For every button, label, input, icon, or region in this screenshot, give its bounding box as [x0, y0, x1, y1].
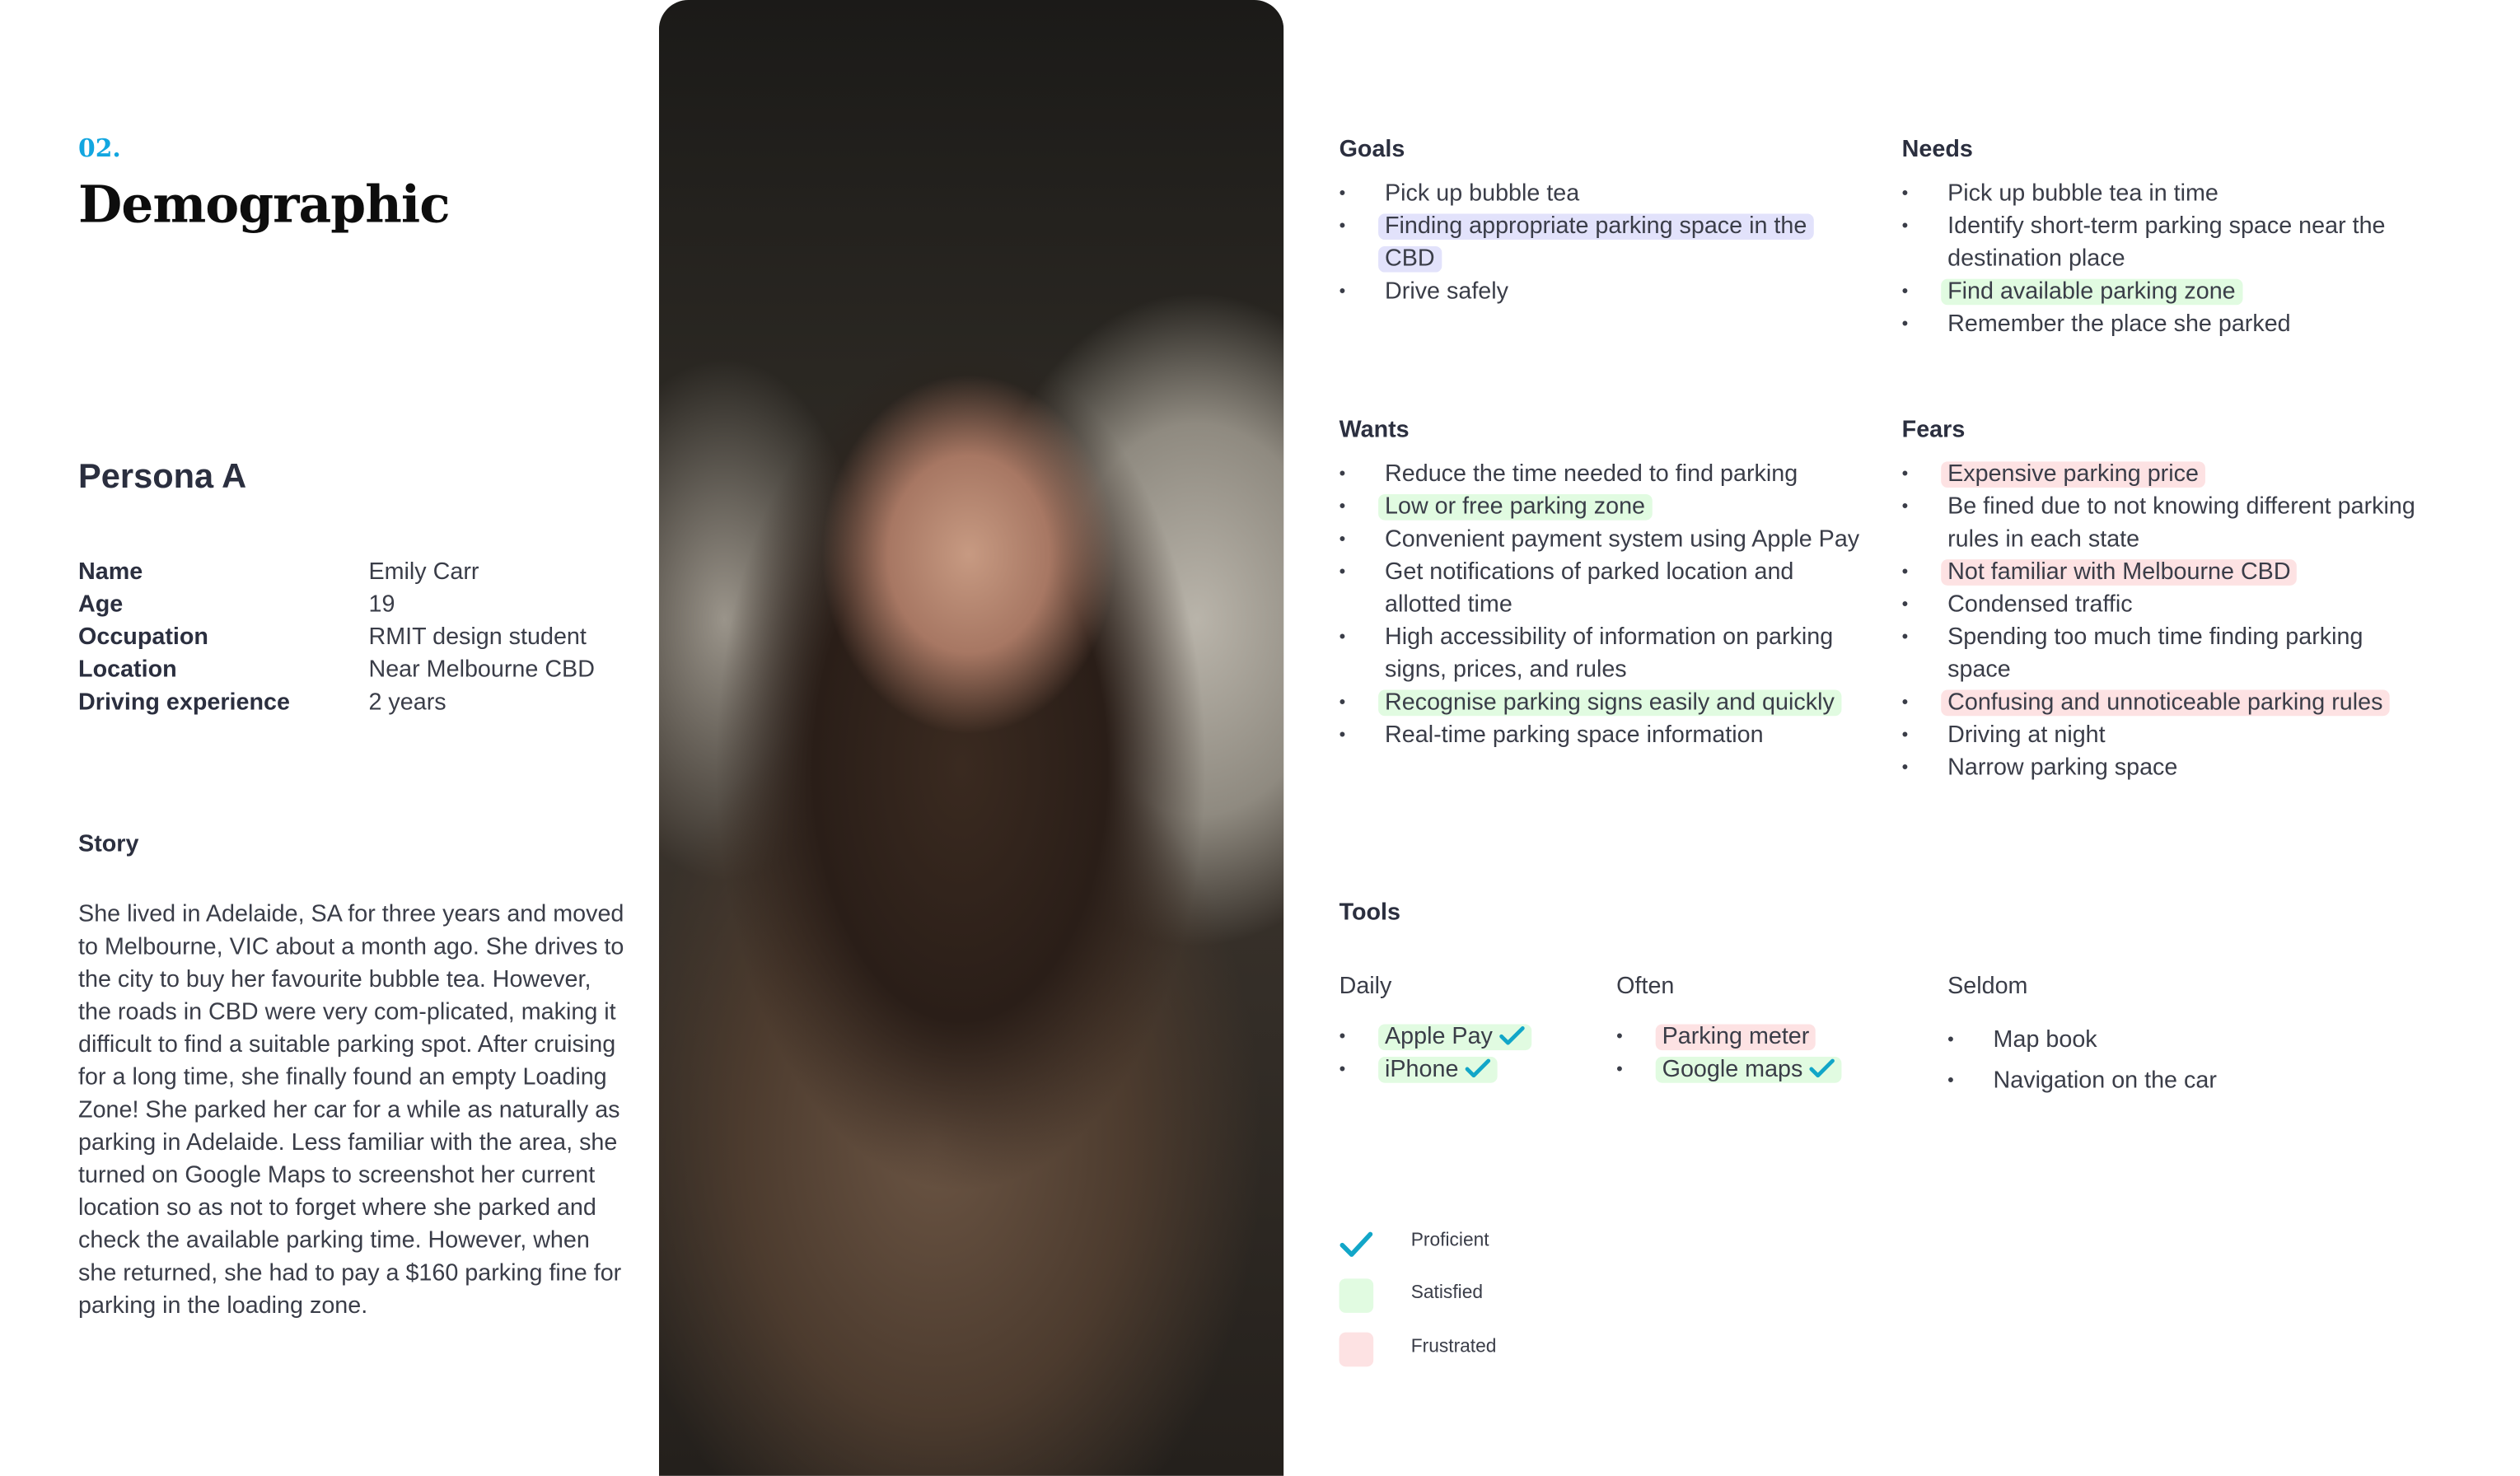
- fears-heading: Fears: [1901, 417, 1966, 444]
- list-item-text: [1947, 181, 2218, 208]
- info-value: 19: [368, 591, 395, 619]
- list-item-text: [1385, 181, 1579, 208]
- info-row-age: [78, 589, 595, 622]
- list-item-text: [1385, 461, 1798, 488]
- story-heading: Story: [78, 831, 139, 858]
- list-item: [1902, 752, 2416, 785]
- item-label: Find available parking zone: [1947, 278, 2236, 306]
- list-item-text: [1994, 1027, 2097, 1053]
- list-item-text: [1656, 1057, 1842, 1083]
- info-label: Occupation: [78, 624, 208, 652]
- list-item-text: [1378, 494, 1652, 521]
- list-item-text: [1378, 1057, 1498, 1083]
- list-item: [1902, 458, 2416, 491]
- item-label: iPhone: [1385, 1057, 1459, 1083]
- list-item: [1339, 276, 1845, 309]
- legend-label: Satisfied: [1410, 1283, 1484, 1304]
- item-label: Real-time parking space information: [1385, 722, 1764, 749]
- list-item: [1339, 687, 1870, 720]
- list-item: [1339, 458, 1870, 491]
- item-label: Spending too much time finding parking space: [1947, 624, 2363, 684]
- item-label: Be fined due to not knowing different parking rules in each state: [1947, 493, 2415, 554]
- tools-often-heading: Often: [1616, 974, 1675, 1000]
- goals-heading: Goals: [1339, 137, 1405, 163]
- needs-heading: Needs: [1901, 137, 1973, 163]
- legend-label: Frustrated: [1410, 1337, 1497, 1357]
- item-label: Remember the place she parked: [1947, 311, 2291, 338]
- list-item-text: [1947, 592, 2133, 619]
- needs-list: [1902, 178, 2424, 341]
- list-item: [1339, 719, 1870, 752]
- list-item-text: [1385, 559, 1793, 618]
- list-item-text: [1994, 1067, 2217, 1094]
- tools-seldom-heading: Seldom: [1947, 974, 2028, 1000]
- tools-often-list: [1616, 1021, 1926, 1086]
- list-item: [1339, 1021, 1601, 1053]
- item-label: Apple Pay: [1385, 1024, 1493, 1051]
- item-label: Identify short-term parking space near the destination place: [1947, 213, 2386, 273]
- item-label: Parking meter: [1662, 1024, 1810, 1051]
- section-number: 02.: [78, 133, 121, 163]
- list-item: [1902, 178, 2424, 211]
- check-icon: [1809, 1058, 1835, 1078]
- info-row-occupation: [78, 621, 595, 654]
- item-label: Not familiar with Melbourne CBD: [1947, 559, 2291, 586]
- wants-list: [1339, 458, 1870, 751]
- info-label: Location: [78, 656, 177, 684]
- persona-photo: [659, 0, 1283, 1476]
- list-item: [1902, 589, 2416, 622]
- list-item-text: [1941, 279, 2242, 306]
- list-item: [1902, 308, 2424, 341]
- wants-heading: Wants: [1339, 417, 1410, 444]
- info-label: Age: [78, 591, 124, 619]
- goals-list: [1339, 178, 1845, 308]
- page-title: Demographic: [78, 175, 450, 236]
- info-value: RMIT design student: [368, 624, 587, 652]
- item-label: Narrow parking space: [1947, 754, 2178, 782]
- info-row-driving-experience: [78, 687, 595, 720]
- list-item-text: [1947, 494, 2415, 553]
- item-label: Navigation on the car: [1993, 1067, 2217, 1094]
- item-label: Low or free parking zone: [1385, 493, 1646, 521]
- item-label: Condensed traffic: [1947, 591, 2133, 619]
- tools-seldom-list: [1947, 1021, 2225, 1100]
- list-item: [1339, 556, 1870, 621]
- list-item: [1947, 1061, 2225, 1101]
- info-label: Name: [78, 559, 143, 586]
- list-item: [1339, 1053, 1601, 1086]
- list-item: [1339, 524, 1870, 557]
- list-item: [1902, 621, 2416, 686]
- list-item: [1616, 1053, 1926, 1086]
- info-label: Driving experience: [78, 689, 290, 717]
- item-label: Pick up bubble tea in time: [1947, 180, 2218, 208]
- item-label: High accessibility of information on parking signs, prices, and rules: [1385, 624, 1834, 684]
- item-label: Reduce the time needed to find parking: [1385, 461, 1798, 488]
- legend-label: Proficient: [1410, 1231, 1489, 1251]
- item-label: Recognise parking signs easily and quickly: [1385, 689, 1835, 717]
- tools-daily-list: [1339, 1021, 1601, 1086]
- list-item: [1902, 210, 2424, 275]
- list-item: [1902, 687, 2416, 720]
- list-item: [1339, 491, 1870, 524]
- list-item: [1947, 1021, 2225, 1061]
- list-item-text: [1941, 559, 2297, 586]
- info-value: Emily Carr: [368, 559, 479, 586]
- list-item: [1902, 276, 2424, 309]
- satisfied-swatch: [1339, 1278, 1374, 1313]
- info-row-location: [78, 654, 595, 687]
- story-text: She lived in Adelaide, SA for three years and moved to Melbourne, VIC about a month ago. She drives to the city to buy her favourite bubble tea. However, the roads in CBD were very com-plicated, making it difficult to find a suitable parking spot. After cruising for a long time, she finally found an empty Loading Zone! She parked her car for a while as naturally as parking in Adelaide. Less familiar with the area, she turned on Google Maps to screenshot her current location so as not to forget where she parked and check the available parking time. However, when she returned, she had to pay a $160 parking fine for parking in the loading zone.: [78, 901, 624, 1320]
- item-label: Convenient payment system using Apple Pay: [1385, 526, 1860, 554]
- list-item-text: [1656, 1024, 1816, 1050]
- item-label: Expensive parking price: [1947, 461, 2199, 488]
- list-item-text: [1385, 624, 1833, 683]
- item-label: Pick up bubble tea: [1385, 180, 1580, 208]
- check-icon: [1339, 1228, 1374, 1263]
- list-item: [1902, 556, 2416, 589]
- info-value: 2 years: [368, 689, 446, 717]
- item-label: Driving at night: [1947, 722, 2106, 749]
- list-item: [1902, 719, 2416, 752]
- persona-title: Persona A: [78, 458, 247, 496]
- list-item-text: [1947, 722, 2106, 749]
- list-item-text: [1947, 624, 2363, 683]
- check-icon: [1499, 1025, 1526, 1045]
- list-item-text: [1947, 311, 2291, 338]
- list-item-text: [1385, 279, 1508, 306]
- list-item-text: [1378, 690, 1841, 717]
- list-item: [1902, 491, 2416, 556]
- list-item-text: [1385, 527, 1859, 554]
- list-item: [1339, 210, 1845, 275]
- list-item-text: [1947, 213, 2385, 272]
- item-label: Get notifications of parked location and allotted time: [1385, 559, 1794, 619]
- item-label: Confusing and unnoticeable parking rules: [1947, 689, 2383, 717]
- list-item-text: [1941, 461, 2205, 488]
- list-item-text: [1947, 755, 2177, 782]
- item-label: Drive safely: [1385, 278, 1509, 306]
- info-row-name: [78, 556, 595, 589]
- item-label: Map book: [1993, 1027, 2097, 1054]
- persona-info-table: [78, 556, 595, 719]
- item-label: Finding appropriate parking space in the CBD: [1385, 213, 1807, 273]
- list-item: [1339, 178, 1845, 211]
- check-icon: [1465, 1058, 1491, 1078]
- frustrated-swatch: [1339, 1333, 1374, 1367]
- info-value: Near Melbourne CBD: [368, 656, 595, 684]
- list-item-text: [1941, 690, 2389, 717]
- list-item: [1616, 1021, 1926, 1053]
- fears-list: [1902, 458, 2416, 784]
- list-item-text: [1385, 722, 1764, 749]
- tools-heading: Tools: [1339, 899, 1401, 927]
- list-item: [1339, 621, 1870, 686]
- tools-daily-heading: Daily: [1339, 974, 1392, 1000]
- item-label: Google maps: [1662, 1057, 1803, 1083]
- list-item-text: [1378, 213, 1813, 272]
- list-item-text: [1378, 1024, 1531, 1050]
